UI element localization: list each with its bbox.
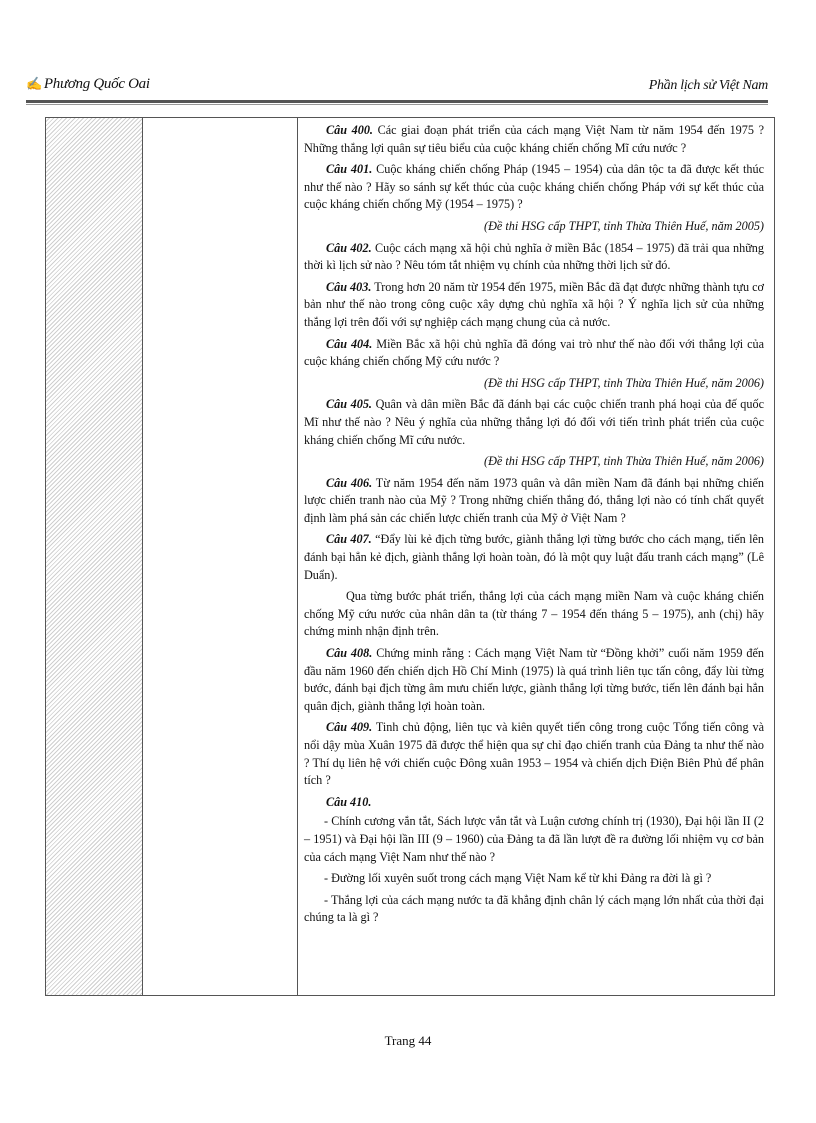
page-header bbox=[26, 74, 768, 96]
author-block bbox=[26, 76, 150, 93]
question-404-source: (Đề thi HSG cấp THPT, tỉnh Thừa Thiên Huế, năm 2006) bbox=[484, 375, 764, 390]
question-410-item: - Thắng lợi của cách mạng nước ta đã khẳng định chân lý cách mạng lớn nhất của thời đại chúng ta là gì ? bbox=[304, 892, 764, 925]
question-405: Câu 405. Quân và dân miền Bắc đã đánh bại các cuộc chiến tranh phá hoại của đế quốc Mĩ như thế nào ? Nêu ý nghĩa của những thắng lợi đó đối với tiến trình phát triển của cuộc kháng chiến chống Mĩ cứu nước. bbox=[304, 397, 764, 447]
author-name: Phương Quốc Oai bbox=[43, 76, 150, 92]
questions-column bbox=[304, 122, 764, 931]
question-401: Câu 401. Cuộc kháng chiến chống Pháp (1945 – 1954) của dân tộc ta đã được kết thúc như thế nào ? Hãy so sánh sự kết thúc của cuộc kháng chiến chống Pháp với sự kết thúc của cuộc kháng chiến chống Mỹ (1954 – 1975) ? bbox=[304, 162, 764, 212]
question-409: Câu 409. Tinh chủ động, liên tục và kiên quyết tiến công trong cuộc Tổng tiến công và nổi dậy mùa Xuân 1975 đã được thể hiện qua sự chỉ đạo chiến tranh của Đảng ta như thế nào ? Thí dụ liên hệ với chiến cuộc Đông xuân 1953 – 1954 và chiến dịch Điện Biên Phủ để phân tích ? bbox=[304, 720, 764, 788]
question-407-task: Qua từng bước phát triển, thắng lợi của cách mạng miền Nam và cuộc kháng chiến chống Mỹ cứu nước của nhân dân ta (từ tháng 7 – 1954 đến tháng 5 – 1975), anh (chị) hãy chứng minh nhận định trên. bbox=[304, 589, 764, 639]
question-table bbox=[45, 117, 775, 996]
question-403: Câu 403. Trong hơn 20 năm từ 1954 đến 1975, miền Bắc đã đạt được những thành tựu cơ bản như thế nào trong công cuộc xây dựng chủ nghĩa xã hội ? Ý nghĩa lịch sử của những thắng lợi trên đối với sự nghiệp cách mạng chung của cả nước. bbox=[304, 279, 764, 329]
question-404: Câu 404. Miền Bắc xã hội chủ nghĩa đã đóng vai trò như thế nào đối với thắng lợi của cuộc kháng chiến chống Mỹ cứu nước ? bbox=[304, 336, 764, 369]
question-408: Câu 408. Chứng minh rằng : Cách mạng Việt Nam từ “Đồng khởi” cuối năm 1959 đến đầu năm 1960 đến chiến dịch Hồ Chí Minh (1975) là quá trình liên tục tấn công, đẩy lùi từng bước, đánh bại địch từng âm mưu chiến lược, giành thắng lợi từng bước, tiến lên đánh bại hẳn quân địch, giành thắng lợi hoàn toàn. bbox=[304, 646, 764, 713]
pen-icon: ✍ bbox=[26, 76, 42, 91]
page-number: Trang 44 bbox=[384, 1033, 432, 1048]
question-401-source: (Đề thi HSG cấp THPT, tỉnh Thừa Thiên Huế, năm 2005) bbox=[484, 218, 764, 233]
question-402: Câu 402. Cuộc cách mạng xã hội chủ nghĩa ở miền Bắc (1854 – 1975) đã trải qua những thời kì lịch sử nào ? Nêu tóm tắt nhiệm vụ chính của những thời lịch sử đó. bbox=[304, 240, 764, 273]
question-410-item: - Đường lối xuyên suốt trong cách mạng Việt Nam kể từ khi Đảng ra đời là gì ? bbox=[324, 871, 712, 886]
question-400: Câu 400. Các giai đoạn phát triển của cách mạng Việt Nam từ năm 1954 đến 1975 ? Những thắng lợi quân sự tiêu biểu của cuộc kháng chiến chống Mĩ cứu nước ? bbox=[304, 123, 765, 155]
question-406: Câu 406. Từ năm 1954 đến năm 1973 quân và dân miền Nam đã đánh bại những chiến lược chiến tranh nào của Mỹ ? Trong những chiến thắng đó, thắng lợi nào có tính chất quyết định làm phá sản các chiến lược chiến tranh của Mỹ ở Việt Nam ? bbox=[304, 475, 764, 525]
empty-column bbox=[143, 118, 298, 995]
question-407: Câu 407. “Đẩy lùi kẻ địch từng bước, giành thắng lợi từng bước cho cách mạng, tiến lên đánh bại hẳn kẻ địch, giành thắng lợi hoàn toàn, đó là một quy luật đấu tranh cách mạng” (Lê Duẩn). bbox=[304, 532, 765, 582]
hatched-column bbox=[46, 118, 143, 995]
question-410-number: Câu 410. bbox=[326, 794, 372, 809]
question-410-item: - Chính cương vắn tắt, Sách lược vắn tắt và Luận cương chính trị (1930), Đại hội lần II (2 – 1951) và Đại hội lần III (9 – 1960) của Đảng ta đã lần lượt đề ra đường lối nhiệm vụ cơ bản của cách mạng Việt Nam như thế nào ? bbox=[304, 814, 764, 864]
section-title: Phần lịch sử Việt Nam bbox=[648, 78, 768, 93]
header-rule bbox=[26, 100, 768, 103]
header-rule-thin bbox=[26, 104, 768, 105]
question-405-source: (Đề thi HSG cấp THPT, tỉnh Thừa Thiên Huế, năm 2006) bbox=[484, 454, 764, 469]
